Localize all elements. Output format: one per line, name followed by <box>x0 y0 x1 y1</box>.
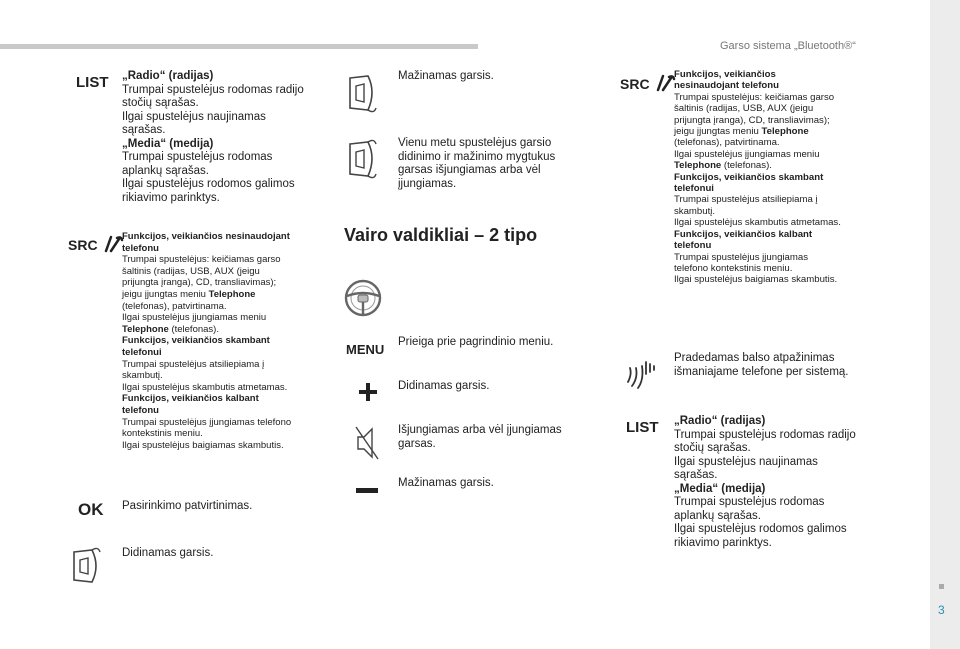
text-line: Išjungiamas arba vėl įjungiamas <box>398 424 562 436</box>
steering-wheel-icon <box>343 278 383 318</box>
text-line: Trumpai spustelėjus: keičiamas garso <box>674 91 835 103</box>
minus-icon <box>356 488 378 494</box>
page-sidebar <box>930 0 960 649</box>
subheading: telefonu <box>122 404 159 416</box>
mute-description <box>398 137 555 191</box>
text-line: skambutį. <box>674 205 716 217</box>
text-line: Trumpai spustelėjus įjungiamas <box>674 251 809 263</box>
text-line: (telefonas), patvirtinama. <box>674 137 780 149</box>
telephone-term: Telephone <box>208 288 256 300</box>
section-title: Vairo valdikliai – 2 tipo <box>344 225 538 245</box>
text-line: aplankų sąrašas. <box>674 509 761 522</box>
subheading: Funkcijos, veikiančios kalbant <box>674 228 813 240</box>
text-line: garsas. <box>398 437 436 450</box>
subheading: Funkcijos, veikiančios kalbant <box>122 393 259 405</box>
media-title: „Media“ (medija) <box>674 482 766 495</box>
text-line <box>674 160 841 171</box>
page-header: Garso sistema „Bluetooth®“ <box>720 40 856 52</box>
text-line: Ilgai spustelėjus skambutis atmetamas. <box>122 381 288 393</box>
menu-description: Prieiga prie pagrindinio meniu. <box>398 336 554 348</box>
text-line: Trumpai spustelėjus įjungiamas telefono <box>122 416 292 428</box>
subheading: nesinaudojant telefonu <box>674 80 780 92</box>
text-line: Ilgai spustelėjus baigiamas skambutis. <box>674 274 838 286</box>
text-line: Ilgai spustelėjus rodomos galimos <box>122 178 295 190</box>
text-line: Trumpai spustelėjus: keičiamas garso <box>122 254 281 266</box>
text-line: garsas išjungiamas arba vėl <box>398 164 541 176</box>
mute2-description <box>398 424 562 451</box>
text-line: šaltinis (radijas, USB, AUX (jeigu <box>674 103 814 115</box>
telephone-term: Telephone <box>761 126 809 138</box>
ok-description: Pasirinkimo patvirtinimas. <box>122 500 253 512</box>
text-line: įjungiamas. <box>398 177 457 190</box>
text: (telefonas). <box>168 323 219 335</box>
text-line: stočių sąrašas. <box>122 97 199 109</box>
list-label-2: LIST <box>626 419 659 436</box>
text-line: Ilgai spustelėjus baigiamas skambutis. <box>122 439 284 451</box>
text-line: prijungta įranga), CD, transliavimas); <box>674 114 830 126</box>
volume-up-description: Didinamas garsis. <box>122 547 214 559</box>
src-description-2 <box>674 69 841 286</box>
text-line: Ilgai spustelėjus įjungiamas meniu <box>122 312 267 324</box>
text-line: skambutį. <box>122 370 163 382</box>
subheading: telefonu <box>122 242 159 254</box>
list-label: LIST <box>76 74 109 91</box>
text-line: (telefonas), patvirtinama. <box>122 300 227 312</box>
text-line: aplankų sąrašas. <box>122 164 209 177</box>
text: jeigu įjungtas meniu <box>674 126 762 138</box>
text-line: Trumpai spustelėjus atsiliepiama į <box>122 358 265 370</box>
text-line: Ilgai spustelėjus naujinamas <box>674 455 818 468</box>
src-label: SRC <box>68 237 98 253</box>
voice-description <box>674 352 849 379</box>
text-line: sąrašas. <box>674 469 718 481</box>
volume-up-wheel-icon <box>68 546 104 586</box>
subheading: Funkcijos, veikiančios skambant <box>122 335 270 347</box>
volume-down-wheel-icon <box>344 72 380 114</box>
text-line: Trumpai spustelėjus rodomas <box>674 496 825 508</box>
subheading: telefonui <box>122 346 162 358</box>
telephone-term: Telephone <box>674 160 722 172</box>
mute-speaker-icon <box>354 425 380 461</box>
text-line: rikiavimo parinktys. <box>674 536 772 549</box>
subheading: Funkcijos, veikiančios skambant <box>674 171 824 183</box>
src-label: SRC <box>620 76 650 92</box>
menu-label: MENU <box>346 342 385 357</box>
text-line: išmaniajame telefone per sistemą. <box>674 365 849 378</box>
plus-description: Didinamas garsis. <box>398 380 490 392</box>
list-description-2 <box>674 415 856 550</box>
text-line: Pradedamas balso atpažinimas <box>674 352 835 364</box>
src-phone-icon-2 <box>620 74 676 94</box>
text: jeigu įjungtas meniu <box>122 288 209 300</box>
subheading: Funkcijos, veikiančios <box>674 69 776 80</box>
text-line: kontekstinis meniu. <box>122 428 203 440</box>
text-line: Ilgai spustelėjus rodomos galimos <box>674 523 847 535</box>
text-line: Trumpai spustelėjus rodomas radijo <box>122 83 304 96</box>
text-line: Ilgai spustelėjus skambutis atmetamas. <box>674 217 841 229</box>
text-line: šaltinis (radijas, USB, AUX (jeigu <box>122 265 260 277</box>
volume-down-description: Mažinamas garsis. <box>398 70 494 82</box>
volume-wheel-mute-icon <box>344 138 380 180</box>
text-line: Ilgai spustelėjus įjungiamas meniu <box>674 148 820 160</box>
top-divider <box>0 44 478 49</box>
text-line: Ilgai spustelėjus naujinamas <box>122 110 266 123</box>
radio-title: „Radio“ (radijas) <box>674 415 766 427</box>
text-line: rikiavimo parinktys. <box>122 191 220 204</box>
src-description <box>122 231 291 451</box>
text-line <box>674 126 841 137</box>
minus-description: Mažinamas garsis. <box>398 477 494 489</box>
list-description <box>122 70 304 205</box>
text-line: prijungta įranga), CD, transliavimas); <box>122 277 277 289</box>
subheading: telefonu <box>674 240 712 252</box>
text-line: stočių sąrašas. <box>674 442 751 454</box>
phone-handset-icon <box>102 235 124 253</box>
phone-handset-icon <box>654 74 676 92</box>
text-line: Vienu metu spustelėjus garsio <box>398 137 552 149</box>
media-title: „Media“ (medija) <box>122 137 214 150</box>
page-marker <box>939 584 944 589</box>
plus-icon <box>358 382 378 402</box>
text-line: telefono kontekstinis meniu. <box>674 262 793 274</box>
ok-label: OK <box>78 500 104 519</box>
text-line: sąrašas. <box>122 124 166 136</box>
text-line: Trumpai spustelėjus atsiliepiama į <box>674 194 818 206</box>
text-line <box>122 324 291 336</box>
subheading: telefonui <box>674 183 714 195</box>
subheading: Funkcijos, veikiančios nesinaudojant <box>122 231 290 242</box>
text-line: Trumpai spustelėjus rodomas <box>122 151 273 163</box>
radio-title: „Radio“ (radijas) <box>122 70 214 82</box>
text-line: didinimo ir mažinimo mygtukus <box>398 150 556 163</box>
page-number: 3 <box>938 603 945 617</box>
voice-command-icon <box>624 360 658 390</box>
src-phone-icon <box>68 235 124 255</box>
text-line <box>122 289 291 301</box>
telephone-term: Telephone <box>122 323 169 335</box>
text: (telefonas). <box>721 160 772 172</box>
text-line: Trumpai spustelėjus rodomas radijo <box>674 428 856 441</box>
